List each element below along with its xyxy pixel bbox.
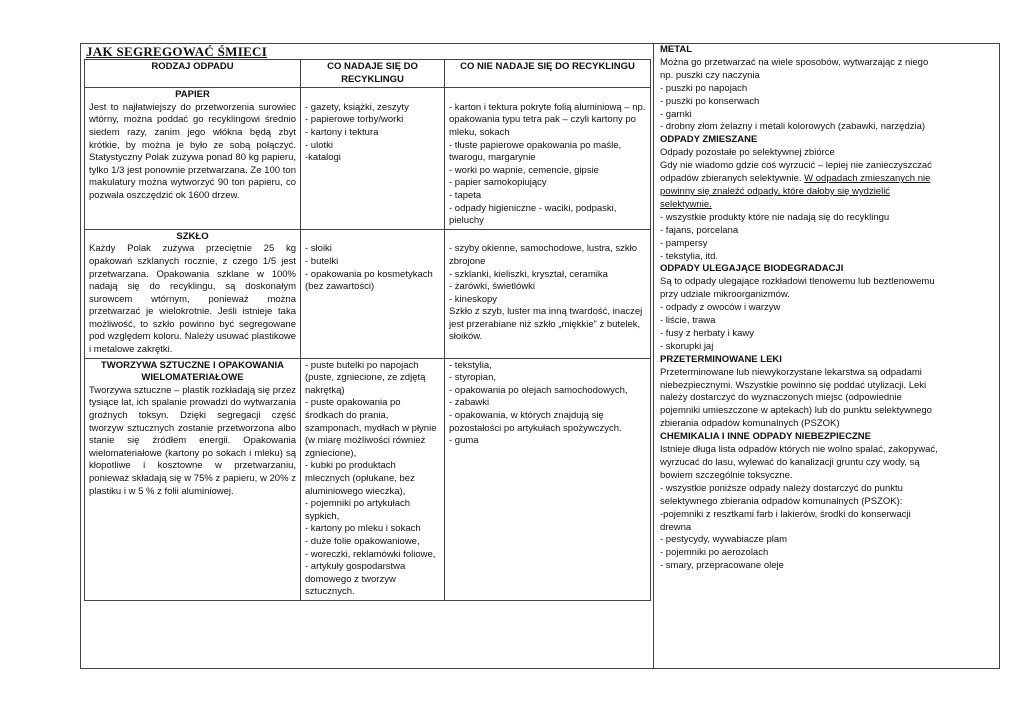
list-item: - kineskopy xyxy=(449,293,498,305)
list-item: - słoiki xyxy=(305,243,332,255)
bio-line: Są to odpady ulegające rozkładowi tlenowemu lub beztlenowemu przy udziale mikroorganizmów. xyxy=(660,276,935,301)
cell-paper-yes xyxy=(301,88,445,230)
chem-title: CHEMIKALIA I INNE ODPADY NIEBEZPIECZNE xyxy=(660,431,871,443)
list-item: -katalogi xyxy=(305,152,341,164)
cell-paper-description xyxy=(85,88,301,230)
list-item: - ulotki xyxy=(305,139,333,151)
mixed-line: - fajans, porcelana xyxy=(660,224,739,236)
cell-plastics-yes xyxy=(301,358,445,600)
metal-line: - puszki po napojach xyxy=(660,82,748,94)
cell-glass-no xyxy=(445,229,651,358)
list-item: - tekstylia, xyxy=(449,359,492,371)
mixed-line: - wszystkie produkty które nie nadają się do recyklingu xyxy=(660,211,890,223)
chem-line: - pestycydy, wywabiacze plam xyxy=(660,534,788,546)
column-divider xyxy=(653,43,654,669)
chem-line: - pojemniki po aerozolach xyxy=(660,547,769,559)
list-item: - puste butelki po napojach (puste, zgniecione, ze zdjętą nakrętką) xyxy=(305,359,426,396)
plastics-description: Tworzywa sztuczne – plastik rozkładają się przez tysiące lat, ich spalanie prowadzi do wytwarzania groźnych toksyn. Dzięki segregacji część tworzyw sztucznych zostanie przetworzona albo stanie się źródłem energii. Opakowania wielomateriałowe (kartony po sokach i mleku) są kłopotliwe i kosztowne w przetwarzaniu, ponieważ składają się w 75% z papieru, w 20% z plastiku i w 5 % z folii aluminiowej. xyxy=(89,384,296,497)
bio-line: - fusy z herbaty i kawy xyxy=(660,327,754,339)
metal-line: - garnki xyxy=(660,108,692,120)
metal-line: - drobny złom żelazny i metali kolorowych (zabawki, narzędzia) xyxy=(660,121,926,133)
mixed-line: - tekstylia, itd. xyxy=(660,250,719,262)
bio-line: - skorupki jaj xyxy=(660,340,714,352)
chem-line: - smary, przepracowane oleje xyxy=(660,560,784,572)
list-item: - karton i tektura pokryte folią aluminiową – np. opakowania typu tetra pak – czyli kartony po mleku, sokach xyxy=(449,101,646,138)
list-item: - artykuły gospodarstwa domowego z tworzyw sztucznych. xyxy=(305,561,406,598)
cell-plastics-description xyxy=(85,358,301,600)
list-item: - papier samokopiujący xyxy=(449,177,547,189)
chem-line: Istnieje długa lista odpadów których nie wolno spalać, zakopywać, wyrzucać do lasu, wylewać do kanalizacji gruntu czy wody, są bowiem szczególnie toksyczne. xyxy=(660,444,938,481)
list-item: - zabawki xyxy=(449,397,490,409)
glass-description: Każdy Polak zużywa przeciętnie 25 kg opakowań szklanych rocznie, z czego 1/5 jest przetwarzana. Opakowania szklane w 100% nadają się do recyklingu, są doskonałym surowcem wtórnym, ponieważ można przetwarzać je wielokrotnie. Jeśli istnieje taka możliwość, to szkło powinno być segregowane pod względem koloru. Należy usuwać plastikowe i metalowe zakrętki. xyxy=(89,243,296,356)
list-item: - guma xyxy=(449,435,479,447)
list-item: - szklanki, kieliszki, kryształ, ceramika xyxy=(449,268,608,280)
mixed-title: ODPADY ZMIESZANE xyxy=(660,134,758,146)
list-item: - butelki xyxy=(305,255,339,267)
cell-glass-yes xyxy=(301,229,445,358)
list-item: - kubki po produktach mlecznych (opłukane, bez aluminiowego wieczka), xyxy=(305,460,415,497)
category-title-paper: PAPIER xyxy=(175,89,210,101)
cell-paper-no xyxy=(445,88,651,230)
list-item: - woreczki, reklamówki foliowe, xyxy=(305,548,436,560)
chem-line: - wszystkie poniższe odpady należy dostarczyć do punktu selektywnego zbierania odpadów komunalnych (PSZOK): xyxy=(660,482,903,507)
mixed-note xyxy=(660,160,938,212)
chem-line: -pojemniki z resztkami farb i lakierów, środki do konserwacji drewna xyxy=(660,508,911,533)
list-item: - kartony po mleku i sokach xyxy=(305,523,421,535)
sidebar-other-waste xyxy=(660,44,938,573)
list-item: - tapeta xyxy=(449,189,482,201)
list-item: - puste opakowania po środkach do prania, szamponach, mydłach w płynie (w miarę możliwości również zgniecione), xyxy=(305,397,437,459)
list-item: - gazety, książki, zeszyty xyxy=(305,101,409,113)
cell-plastics-no xyxy=(445,358,651,600)
metal-line: Można go przetwarzać na wiele sposobów, wytwarzając z niego np. puszki czy naczynia xyxy=(660,56,929,81)
bio-line: - odpady z owoców i warzyw xyxy=(660,302,781,314)
list-item: - worki po wapnie, cemencie, gipsie xyxy=(449,164,599,176)
header-waste-type: RODZAJ ODPADU xyxy=(85,60,301,88)
category-title-glass: SZKŁO xyxy=(176,230,209,242)
metal-title: METAL xyxy=(660,44,693,55)
list-item: - opakowania po olejach samochodowych, xyxy=(449,384,628,396)
list-item: - odpady higieniczne - waciki, podpaski, pieluchy xyxy=(449,202,617,227)
bio-line: - liście, trawa xyxy=(660,315,716,327)
bio-title: ODPADY ULEGAJĄCE BIODEGRADACJI xyxy=(660,263,844,275)
header-recyclable: CO NADAJE SIĘ DO RECYKLINGU xyxy=(301,60,445,88)
table-header-row xyxy=(85,60,651,88)
paper-description: Jest to najłatwiejszy do przetworzenia surowiec wtórny, można poddać go recyklingowi średnio siedem razy, zanim jego włókna będą zbyt krótkie, by można je było ze sobą połączyć. Statystyczny Polak zużywa ponad 80 kg papieru, tylko 1/3 jest ponownie przetwarzana. Ze 100 ton makulatury można wytworzyć 90 ton papieru, co pozwala oszczędzić ok 1600 drzew. xyxy=(89,101,296,201)
table-row-glass xyxy=(85,229,651,358)
list-item: - kartony i tektura xyxy=(305,126,379,138)
list-item: - tłuste papierowe opakowania po maśle, twarogu, margarynie xyxy=(449,139,622,164)
list-item: - opakowania, w których znajdują się pozostałości po artykułach spożywczych. xyxy=(449,410,622,434)
mixed-intro: Odpady pozostałe po selektywnej zbiórce xyxy=(660,147,835,159)
list-item: Szkło z szyb, luster ma inną twardość, inaczej jest przerabiane niż szkło „miękkie” z butelek, słoików. xyxy=(449,306,643,343)
meds-line: Przeterminowane lub niewykorzystane lekarstwa są odpadami niebezpiecznymi. Wszystkie powinno się poddać utylizacji. Leki należy dostarczyć do wyznaczonych miejsc (odpowiednie pojemniki umieszczone w aptekach) lub do punktu selektywnego zbierania odpadów komunalnych (PSZOK) xyxy=(660,366,932,430)
mixed-note-text: Gdy nie wiadomo gdzie coś wyrzucić – lepiej nie zanieczyszczać odpadów zbieranych selektywnie. xyxy=(660,160,932,185)
category-title-plastics: TWORZYWA SZTUCZNE I OPAKOWANIA WIELOMATERIAŁOWE xyxy=(100,359,285,384)
segregation-table xyxy=(84,59,651,601)
mixed-line: - pampersy xyxy=(660,237,708,249)
header-not-recyclable: CO NIE NADAJE SIĘ DO RECYKLINGU xyxy=(445,60,651,88)
cell-glass-description xyxy=(85,229,301,358)
list-item: - duże folie opakowaniowe, xyxy=(305,535,420,547)
list-item: - papierowe torby/worki xyxy=(305,114,404,126)
list-item: - żarówki, świetlówki xyxy=(449,281,536,293)
list-item: - styropian, xyxy=(449,372,496,384)
list-item: - szyby okienne, samochodowe, lustra, szkło zbrojone xyxy=(449,243,637,267)
meds-title: PRZETERMINOWANE LEKI xyxy=(660,353,782,365)
table-row-plastics xyxy=(85,358,651,600)
table-row-paper xyxy=(85,88,651,230)
metal-line: - puszki po konserwach xyxy=(660,95,760,107)
page-title: JAK SEGREGOWAĆ ŚMIECI xyxy=(86,44,268,59)
list-item: - pojemniki po artykułach sypkich, xyxy=(305,498,411,522)
list-item: - opakowania po kosmetykach (bez zawartości) xyxy=(305,268,433,293)
mixed-note-underlined: W odpadach zmieszanych nie powinny się znaleźć odpady, które dałoby się wydzielić selektywnie. xyxy=(660,173,931,210)
